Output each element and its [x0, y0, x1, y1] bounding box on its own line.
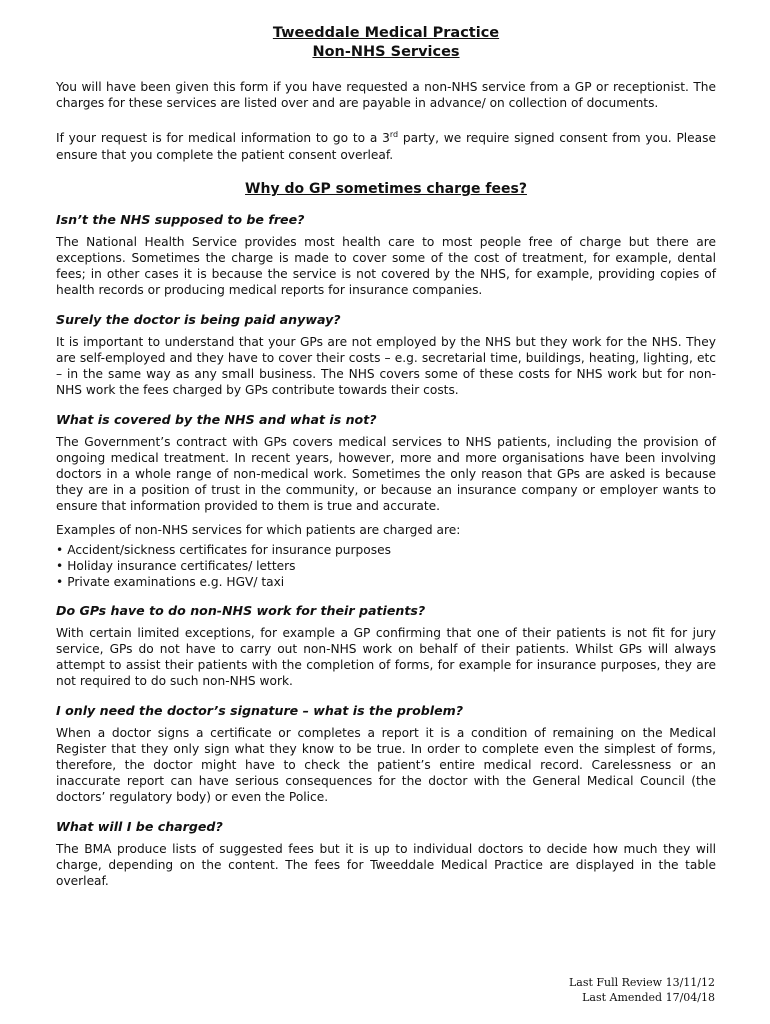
page-title [56, 24, 716, 62]
faq-answer-3: The Government’s contract with GPs covers medical services to NHS patients, including the provision of ongoing medical treatment. In recent years, however, more and more organisations have been involving doctors in a whole range of non-medical work. Sometimes the only reason that GPs are asked is because they are in a position of trust in the community, or because an insurance company or employer wants to ensure that information provided to them is true and accurate. [56, 434, 716, 514]
list-item: • Private examinations e.g. HGV/ taxi [56, 574, 716, 590]
revision-footer [569, 975, 715, 1005]
faq-question-3: What is covered by the NHS and what is not? [56, 411, 377, 427]
faq-question-1: Isn’t the NHS supposed to be free? [56, 211, 305, 227]
faq-question-5: I only need the doctor’s signature – what is the problem? [56, 702, 464, 718]
document-page [56, 24, 716, 889]
intro-paragraph-2 [56, 127, 716, 162]
list-item: • Holiday insurance certificates/ letters [56, 558, 716, 574]
last-amended-date: Last Amended 17/04/18 [582, 991, 715, 1004]
non-nhs-services-list [56, 542, 716, 590]
faq-answer-3-extra: Examples of non-NHS services for which patients are charged are: [56, 522, 461, 537]
faq-answer-5: When a doctor signs a certificate or completes a report it is a condition of remaining on the Medical Register that they only sign what they know to be true. In order to complete even the simplest of forms, therefore, the doctor might have to check the patient’s entire medical record. Carelessness or an inaccurate report can have serious consequences for the doctor with the General Medical Council (the doctors’ regulatory body) or even the Police. [56, 725, 716, 805]
section-title: Why do GP sometimes charge fees? [245, 180, 527, 197]
faq-answer-4: With certain limited exceptions, for example a GP confirming that one of their patients is not fit for jury service, GPs do not have to carry out non-NHS work on behalf of their patients. Whilst GPs will always attempt to assist their patients with the completion of forms, for example for insurance purposes, they are not required to do such non-NHS work. [56, 625, 716, 689]
faq-question-6: What will I be charged? [56, 818, 223, 834]
faq-answer-2: It is important to understand that your GPs are not employed by the NHS but they work for the NHS. They are self-employed and they have to cover their costs – e.g. secretarial time, buildings, heating, lighting, etc – in the same way as any small business. The NHS covers some of these costs for NHS work but for non-NHS work the fees charged by GPs contribute towards their costs. [56, 334, 716, 398]
document-subtitle: Non-NHS Services [312, 44, 460, 60]
list-item: • Accident/sickness certificates for insurance purposes [56, 542, 716, 558]
intro-p2-text: If your request is for medical information to go to a 3 [56, 131, 390, 146]
faq-question-4: Do GPs have to do non-NHS work for their patients? [56, 602, 426, 618]
faq-answer-6: The BMA produce lists of suggested fees but it is up to individual doctors to decide how much they will charge, depending on the content. The fees for Tweeddale Medical Practice are displayed in the table overleaf. [56, 841, 716, 888]
intro-paragraph-1: You will have been given this form if you have requested a non-NHS service from a GP or receptionist. The charges for these services are listed over and are payable in advance/ on collection of documents. [56, 80, 716, 111]
ordinal-suffix: rd [389, 130, 399, 140]
intro-p2-text-cont: party, we require signed consent from you. Please ensure that you complete the patient consent overleaf. [56, 131, 716, 162]
faq-question-2: Surely the doctor is being paid anyway? [56, 311, 341, 327]
practice-name: Tweeddale Medical Practice [272, 25, 500, 41]
faq-answer-1: The National Health Service provides most health care to most people free of charge but there are exceptions. Sometimes the charge is made to cover some of the cost of treatment, for example, dental fees; in other cases it is because the service is not covered by the NHS, for example, providing copies of health records or producing medical reports for insurance companies. [56, 234, 716, 298]
last-review-date: Last Full Review 13/11/12 [568, 976, 715, 989]
